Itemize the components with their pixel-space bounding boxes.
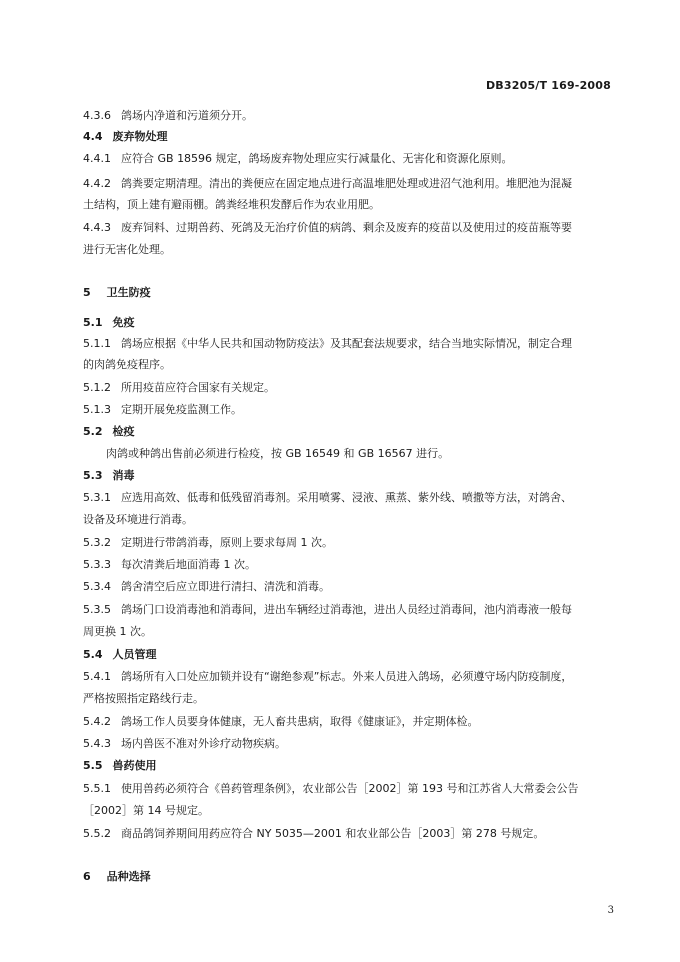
clause-number: 5.3.4: [83, 580, 111, 593]
chapter-number: 6: [83, 870, 91, 883]
clause-text: 严格按照指定路线行走。: [83, 692, 204, 705]
section-heading-5-1: [83, 316, 605, 330]
clause-text: 每次清粪后地面消毒 1 次。: [121, 558, 256, 571]
clause-number: 4.3.6: [83, 109, 111, 122]
clause-number: 5.1.2: [83, 381, 111, 394]
section-title: 消毒: [112, 469, 135, 482]
clause-number: 5.5.1: [83, 782, 111, 795]
clause-text: 鸽场工作人员要身体健康，无人畜共患病，取得《健康证》，并定期体检。: [121, 715, 479, 728]
clause-5-1-3: [83, 403, 605, 417]
clause-number: 5.3.5: [83, 603, 111, 616]
section-number: 5.3: [83, 469, 103, 482]
section-heading-5-4: [83, 648, 605, 662]
clause-text: 周更换 1 次。: [83, 625, 152, 638]
clause-number: 5.4.3: [83, 737, 111, 750]
clause-5-4-3: [83, 737, 605, 751]
clause-text: 的肉鸽免疫程序。: [83, 358, 171, 371]
clause-number: 4.4.3: [83, 221, 111, 234]
clause-text: 鸽场应根据《中华人民共和国动物防疫法》及其配套法规要求，结合当地实际情况，制定合理: [121, 337, 572, 350]
clause-5-1-1-continued: [83, 358, 605, 372]
chapter-heading-5: [83, 286, 605, 300]
clause-4-4-2-continued: [83, 198, 605, 212]
clause-5-3-2: [83, 536, 605, 550]
clause-5-4-1: [83, 670, 605, 684]
clause-text: 所用疫苗应符合国家有关规定。: [121, 381, 275, 394]
clause-number: 5.5.2: [83, 827, 111, 840]
clause-number: 5.3.2: [83, 536, 111, 549]
clause-text: 使用兽药必须符合《兽药管理条例》，农业部公告［2002］第 193 号和江苏省人大常委会公告: [121, 782, 579, 795]
clause-number: 4.4.2: [83, 177, 111, 190]
clause-text: 鸽粪要定期清理。清出的粪便应在固定地点进行高温堆肥处理或进沼气池利用。堆肥池为混凝: [121, 177, 572, 190]
clause-text: 鸽场门口设消毒池和消毒间，进出车辆经过消毒池，进出人员经过消毒间，池内消毒液一般每: [121, 603, 572, 616]
clause-text: 肉鸽或种鸽出售前必须进行检疫，按 GB 16549 和 GB 16567 进行。: [106, 447, 450, 460]
clause-number: 5.3.3: [83, 558, 111, 571]
section-number: 4.4: [83, 130, 103, 143]
clause-text: 定期进行带鸽消毒，原则上要求每周 1 次。: [121, 536, 333, 549]
section-heading-4-4: [83, 130, 605, 144]
section-heading-5-2: [83, 425, 605, 439]
clause-5-3-4: [83, 580, 605, 594]
clause-4-4-3-continued: [83, 243, 605, 257]
clause-number: 5.4.2: [83, 715, 111, 728]
clause-4-4-1: [83, 152, 605, 166]
clause-number: 4.4.1: [83, 152, 111, 165]
clause-5-3-1-continued: [83, 513, 605, 527]
clause-text: 进行无害化处理。: [83, 243, 171, 256]
section-number: 5.2: [83, 425, 103, 438]
clause-text: 鸽场所有入口处应加锁并设有“谢绝参观”标志。外来人员进入鸽场，必须遵守场内防疫制度，: [121, 670, 573, 683]
clause-text: 应选用高效、低毒和低残留消毒剂。采用喷雾、浸液、熏蒸、紫外线、喷撒等方法，对鸽舍、: [121, 491, 572, 504]
section-number: 5.4: [83, 648, 103, 661]
section-number: 5.5: [83, 759, 103, 772]
standard-code: DB3205/T 169-2008: [485, 79, 611, 92]
page-number: 3: [607, 905, 614, 916]
clause-number: 5.1.3: [83, 403, 111, 416]
clause-5-3-1: [83, 491, 605, 505]
clause-text: 场内兽医不准对外诊疗动物疾病。: [121, 737, 286, 750]
section-title: 兽药使用: [112, 759, 157, 772]
clause-5-4-1-continued: [83, 692, 605, 706]
chapter-title: 卫生防疫: [106, 286, 151, 299]
chapter-heading-6: [83, 870, 605, 884]
clause-5-3-5-continued: [83, 625, 605, 639]
clause-text: 应符合 GB 18596 规定，鸽场废弃物处理应实行减量化、无害化和资源化原则。: [121, 152, 513, 165]
clause-text: 废弃饲料、过期兽药、死鸽及无治疗价值的病鸽、剩余及废弃的疫苗以及使用过的疫苗瓶等要: [121, 221, 572, 234]
section-title: 人员管理: [112, 648, 157, 661]
clause-5-5-2: [83, 827, 605, 841]
clause-5-3-3: [83, 558, 605, 572]
clause-5-4-2: [83, 715, 605, 729]
clause-4-4-2: [83, 177, 605, 191]
clause-number: 5.1.1: [83, 337, 111, 350]
section-title: 免疫: [112, 316, 135, 329]
section-title: 检疫: [112, 425, 135, 438]
chapter-number: 5: [83, 286, 91, 299]
clause-5-3-5: [83, 603, 605, 617]
section-heading-5-3: [83, 469, 605, 483]
clause-text: 土结构，顶上建有避雨棚。鸽粪经堆积发酵后作为农业用肥。: [83, 198, 380, 211]
clause-5-2-body: [106, 447, 628, 461]
section-title: 废弃物处理: [112, 130, 168, 143]
section-number: 5.1: [83, 316, 103, 329]
clause-4-3-6: [83, 109, 605, 123]
clause-5-5-1-continued: [83, 804, 605, 818]
clause-5-5-1: [83, 782, 605, 796]
clause-5-1-1: [83, 337, 605, 351]
clause-4-4-3: [83, 221, 605, 235]
section-heading-5-5: [83, 759, 605, 773]
clause-5-1-2: [83, 381, 605, 395]
chapter-title: 品种选择: [106, 870, 151, 883]
clause-text: ［2002］第 14 号规定。: [83, 804, 209, 817]
clause-number: 5.3.1: [83, 491, 111, 504]
clause-text: 定期开展免疫监测工作。: [121, 403, 242, 416]
clause-text: 商品鸽饲养期间用药应符合 NY 5035—2001 和农业部公告［2003］第 278 号规定。: [121, 827, 545, 840]
clause-number: 5.4.1: [83, 670, 111, 683]
clause-text: 设备及环境进行消毒。: [83, 513, 193, 526]
clause-text: 鸽舍清空后应立即进行清扫、清洗和消毒。: [121, 580, 330, 593]
clause-text: 鸽场内净道和污道须分开。: [121, 109, 253, 122]
